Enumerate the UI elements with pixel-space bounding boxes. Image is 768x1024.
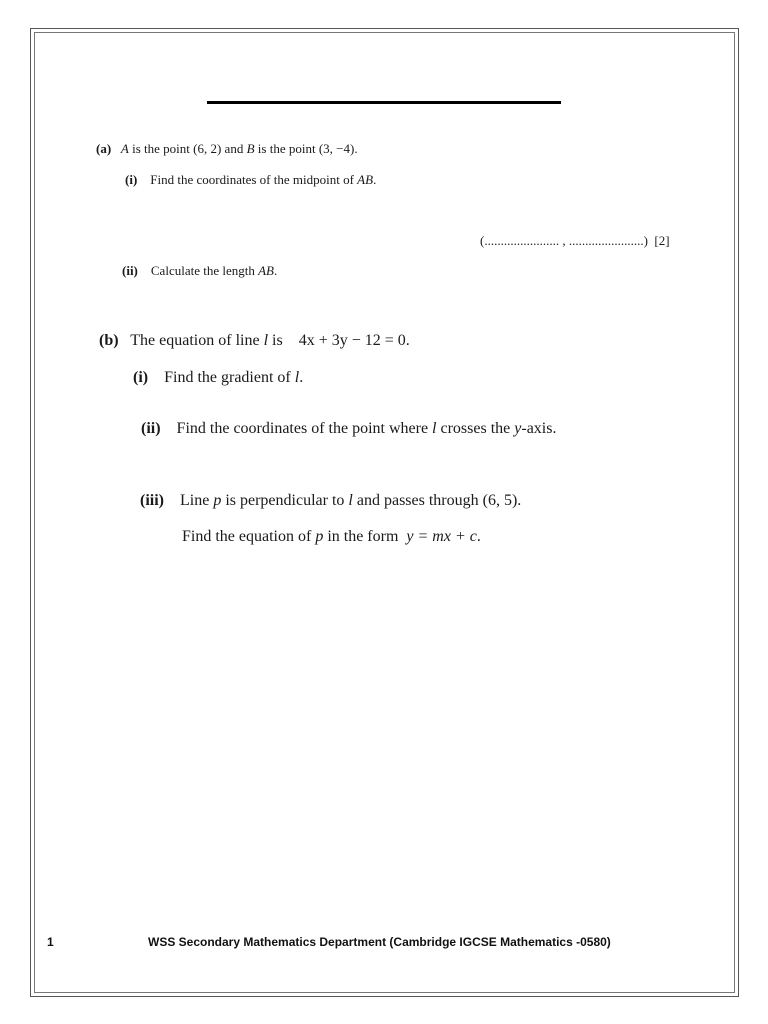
- answer-line: [480, 233, 670, 249]
- part-b-ii-var: l: [432, 420, 437, 437]
- part-a-i-label: (i): [125, 172, 138, 187]
- footer-department: WSS Secondary Mathematics Department (Cambridge IGCSE Mathematics -0580): [148, 935, 611, 949]
- part-b-i-var: l: [294, 369, 300, 386]
- line-l-var: l: [263, 332, 269, 349]
- part-b-stem-is: is: [268, 332, 283, 349]
- part-b-ii: [141, 420, 556, 438]
- marks: [2]: [654, 233, 670, 248]
- part-a-ii-text: Calculate the length: [150, 263, 259, 278]
- part-b-i-text: Find the gradient of: [164, 369, 295, 386]
- part-b-iii-label: (iii): [140, 492, 164, 509]
- part-b-iii-text2: is perpendicular to: [221, 492, 349, 509]
- part-b-iii-line2-text: Find the equation of: [182, 528, 316, 545]
- part-b-i-end: .: [299, 369, 304, 386]
- part-b-stem: [99, 332, 410, 350]
- part-b-i-label: (i): [133, 369, 149, 386]
- part-b-iii-line2: [182, 528, 481, 546]
- answer-dots: (....................... , .......................): [480, 233, 648, 248]
- part-b-iii: [140, 492, 521, 510]
- part-a-stem: [96, 141, 358, 157]
- part-a-i-end: .: [373, 172, 377, 187]
- line-form-equation: y = mx + c: [406, 528, 477, 545]
- part-b-ii-var2: y: [514, 420, 522, 437]
- part-b-label: (b): [99, 332, 119, 349]
- part-a-i-text: Find the coordinates of the midpoint of: [150, 172, 358, 187]
- part-a-ii: [122, 263, 277, 279]
- part-b-iii-line2-text2: in the form: [323, 528, 403, 545]
- part-b-ii-end: -axis.: [521, 420, 557, 437]
- part-a-i: [125, 172, 376, 188]
- part-a-ii-var: AB: [258, 263, 274, 278]
- part-a-label: (a): [96, 141, 112, 156]
- part-b-ii-label: (ii): [141, 420, 161, 437]
- part-a-ii-end: .: [274, 263, 278, 278]
- part-b-iii-text3: and passes through (6, 5).: [352, 492, 522, 509]
- part-a-ii-label: (ii): [122, 263, 138, 278]
- part-a-i-var: AB: [357, 172, 374, 187]
- part-b-iii-text1: Line: [180, 492, 214, 509]
- part-a-stem-text2: is the point (3, −4).: [254, 141, 358, 156]
- point-b-var: B: [246, 141, 255, 156]
- line-p-var: p: [213, 492, 222, 509]
- part-b-iii-line2-var: p: [315, 528, 324, 545]
- part-b-iii-line2-end: .: [476, 528, 481, 545]
- title-rule: [207, 101, 561, 104]
- page-number: 1: [47, 935, 54, 949]
- part-a-stem-text1: is the point (6, 2) and: [128, 141, 247, 156]
- part-b-stem-text: The equation of line: [130, 332, 264, 349]
- point-a-var: A: [120, 141, 129, 156]
- part-b-iii-var2: l: [348, 492, 353, 509]
- part-b-i: [133, 369, 303, 387]
- line-equation: 4x + 3y − 12 = 0.: [298, 332, 410, 349]
- part-b-ii-text2: crosses the: [436, 420, 515, 437]
- part-b-ii-text: Find the coordinates of the point where: [176, 420, 433, 437]
